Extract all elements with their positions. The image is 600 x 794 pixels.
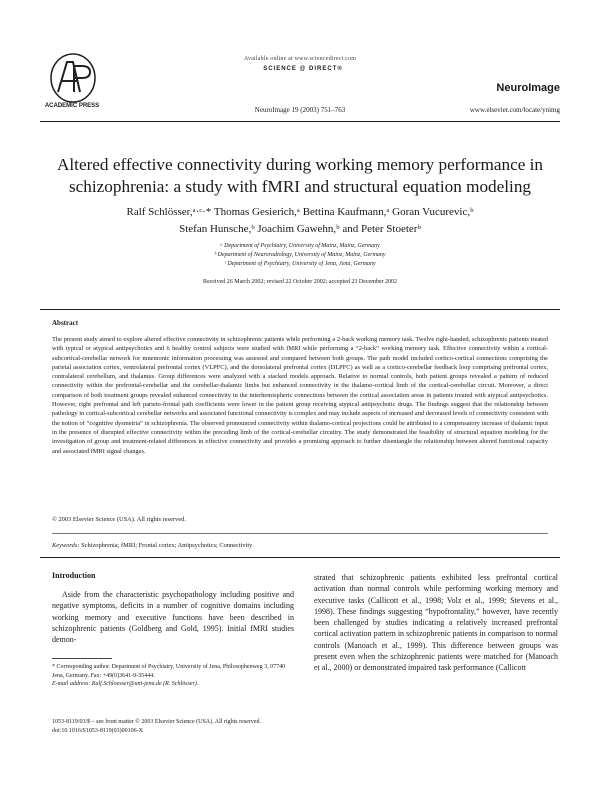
email-address[interactable]: E-mail address: Ralf.Schloesser@uni-jena.de (R. Schlösser). [52,681,199,687]
introduction-right-column: strated that schizophrenic patients exhibited less prefrontal cortical activation than normal controls while performing working memory and executive tasks (Callicott et al., 1998; Volz et al., 1999; Stevens et al., 1998). These findings suggesting “hypofrontality,” however, have recently been challenged by studies indicating a relatively increased prefrontal cortical activation pattern in schizophrenic patients in comparison to normal controls (Manoach et al., 1999). This difference between groups was present even when the schizophrenic patients were matched for (Manoach et al., 2000) or demonstrated impaired task performance (Callicott [314,573,558,673]
keywords-rule [52,533,548,534]
received-dates: Received 26 March 2002; revised 22 October 2002; accepted 23 December 2002 [202,279,398,285]
sciencedirect-logo: SCIENCE @ DIRECT® [263,66,343,72]
corresponding-author: * Corresponding author. Department of Psychiatry, University of Jena, Philosophenweg 3, 07740 Jena, Germany. Fax: +49(0)3641-9-35444. [52,664,286,679]
keywords [52,542,252,549]
header-rule [40,121,560,122]
affiliation-c: ᶜ Department of Psychiatry, University of Jena, Jena, Germany [224,261,376,267]
footnote-rule [52,658,112,659]
keywords-list: Schizophrenia; fMRI; Frontal cortex; Antipsychotics; Connectivity [81,542,253,549]
publisher-logo-text: ACADEMIC PRESS [44,103,100,109]
footnote [52,663,296,689]
abstract-text: The present study aimed to explore altered effective connectivity in schizophrenic patients while performing a 2-back working memory task. Twelve right-handed, schizophrenic patients treated with typical or atypical antipsychotics and 6 healthy control subjects were studied with fMRI while performing a “2-back” working memory task. Effective connectivity within a cortical-subcortical-cerebellar network for mnemonic information processing was assessed and compared between both groups. The path model included cortico-cortical connections comprising the parietal association cortex, ventrolateral prefrontal cortex (VLPFC), and the dorsolateral prefrontal cortex (DLPFC) as well as a cortico-cerebellar feedback loop comprising prefrontal cortex, contralateral cerebellum, and thalamus. Group differences were analyzed with a stacked models approach. Relative to normal controls, both patient groups revealed a pattern of reduced connectivity within the prefrontal-cerebellar and the cerebellar-thalamic limbs but enhanced connectivity in the thalamo-cortical limb of the cortical-cerebellar circuit. Moreover, a direct comparison of both treatment groups revealed enhanced connectivity in the interhemispheric connections between the cortical association areas in patients treated with atypical antipsychotics. However, right prefrontal and left parieto-frontal path coefficients were lower in the patient group receiving atypical antipsychotic drugs. The findings suggest that the relationship between pathology in cortical-subcortical cerebellar networks and associated functional connectivity is complex and may include aspects of increased and decreased levels of connectivity consistent with the notion of “cognitive dysmetria” in schizophrenia. The observed pronounced connectivity within thalamo-cortical projections could be attributed to a compensatory increase of thalamic input in the presence of disrupted effective connectivity within the preceding limb of the cortical-cerebellar circuitry. The study demonstrated the feasibility of structural equation modeling for the investigation of group and treatment-related differences in effective connectivity and provides a promising approach to further disentangle the relationship between altered functional capacity and associated fMRI signal changes. [52,336,548,455]
affiliations [40,242,560,269]
bottom-metadata [52,718,452,736]
issn-line: 1053-8119/03/$ – see front matter © 2003 Elsevier Science (USA). All rights reserved. [52,719,261,725]
affiliation-a: ᵃ Department of Psychiatry, University of Mainz, Mainz, Germany [220,243,380,249]
available-online-text: Available online at www.sciencedirect.com [243,56,357,62]
doi-line[interactable]: doi:10.1016/S1053-8119(03)00106-X [52,728,143,734]
introduction-left-column: Aside from the characteristic psychopathology including positive and negative symptoms, deficits in a number of cognitive domains including working memory and executive functions have been described in schizophrenic patients (Goldberg and Gold, 1995). Initial fMRI studies demon- [52,590,294,645]
abstract-top-rule [40,309,560,310]
article-title: Altered effective connectivity during working memory performance in schizophrenia: a study with fMRI and structural equation modeling [56,155,543,196]
publisher-logo [48,52,98,122]
authors-line-1: Ralf Schlösser,ᵃ·ᶜ·* Thomas Gesierich,ᵃ Bettina Kaufmann,ᵃ Goran Vucurevic,ᵇ [126,206,474,218]
section-rule [40,557,560,558]
copyright-notice: © 2003 Elsevier Science (USA). All rights reserved. [52,516,186,523]
keywords-label: Keywords: [52,542,80,549]
journal-name: NeuroImage [496,82,560,94]
author-list [40,204,560,238]
academic-press-logo-icon [48,52,98,104]
authors-line-2: Stefan Hunsche,ᵇ Joachim Gawehn,ᵇ and Peter Stoeterᵇ [179,223,421,235]
journal-website[interactable]: www.elsevier.com/locate/ynimg [469,106,560,114]
introduction-heading: Introduction [52,571,96,580]
citation: NeuroImage 19 (2003) 751–763 [254,106,346,114]
abstract-heading: Abstract [52,319,79,327]
affiliation-b: ᵇ Department of Neuroradiology, University of Mainz, Mainz, Germany [214,252,386,258]
